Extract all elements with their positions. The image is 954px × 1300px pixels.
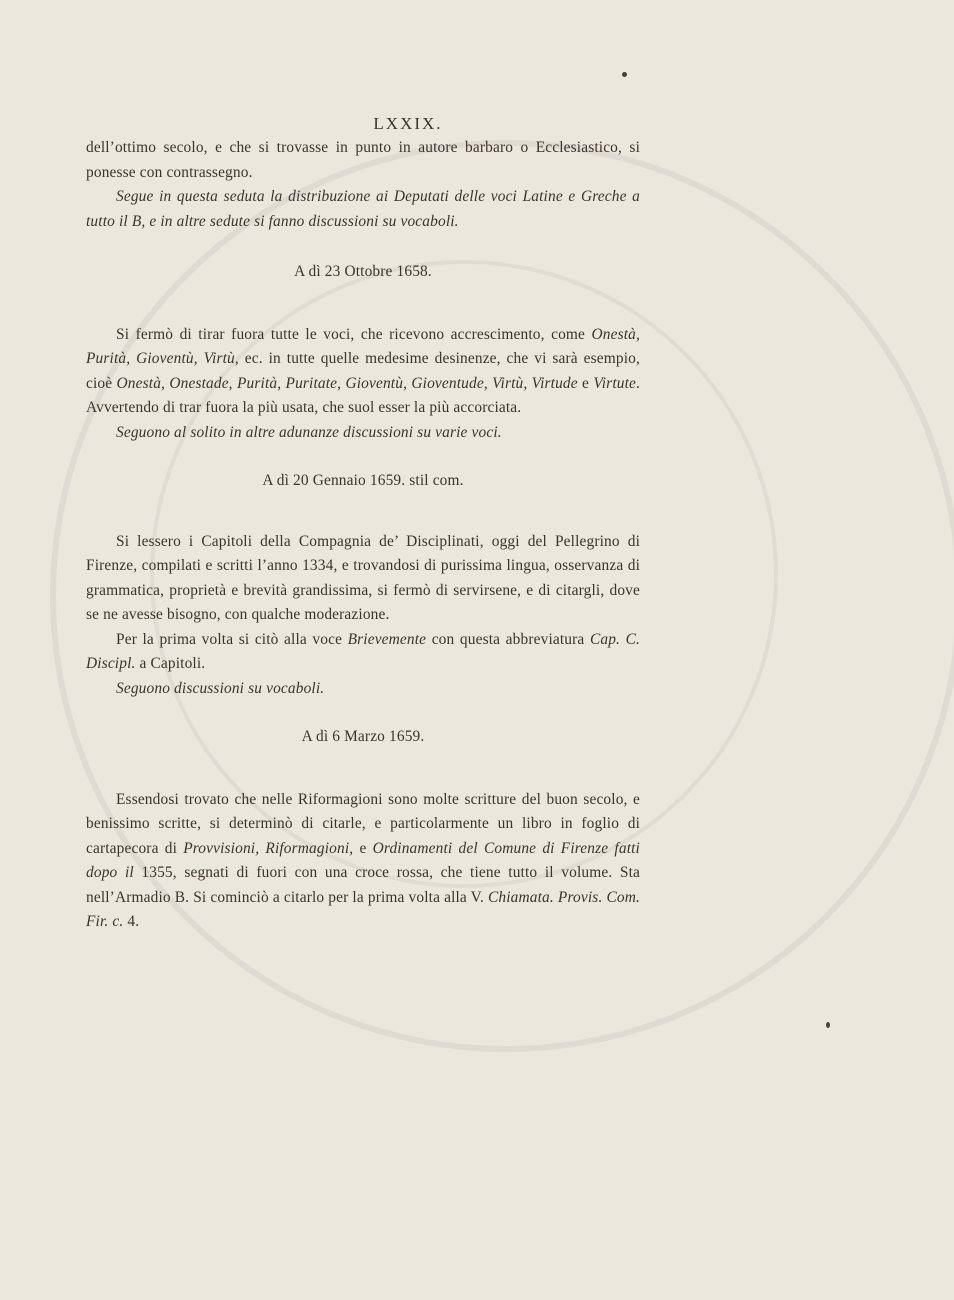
date-heading: A dì 20 Gennaio 1659. stil com. [262, 472, 464, 489]
ink-spot [622, 72, 627, 77]
page-number: LXXIX. [373, 114, 443, 133]
page-text [86, 112, 640, 935]
paragraph-note: Seguono al solito in altre adunanze discussioni su varie voci. [116, 423, 502, 441]
paragraph-entry: Per la prima volta si citò alla voce Brievemente con questa abbreviatura Cap. C. Discipl. a Capitoli. [86, 630, 640, 672]
paragraph-continuation: dell’ottimo secolo, e che si trovasse in punto in autore barbaro o Ecclesiastico, si ponesse con contrassegno. [86, 139, 640, 181]
paragraph-note: Seguono discussioni su vocaboli. [116, 679, 325, 697]
paragraph-entry: Si lessero i Capitoli della Compagnia de’ Disciplinati, oggi del Pellegrino di Firenze, compilati e scritti l’anno 1334, e trovandosi di purissima lingua, osservanza di grammatica, proprietà e brevità grandissima, si fermò di servirsene, e di citargli, dove se ne avesse bisogno, con qualche moderazione. [86, 532, 640, 623]
paragraph-entry: Essendosi trovato che nelle Riformagioni sono molte scritture del buon secolo, e benissimo scritte, si determinò di citarle, e particolarmente un libro in foglio di cartapecora di Provvisioni, Riformagioni, e Ordinamenti del Comune di Firenze fatti dopo il 1355, segnati di fuori con una croce rossa, che tiene tutto il volume. Sta nell’Armadio B. Si cominciò a citarlo per la prima volta alla V. Chiamata. Provis. Com. Fir. c. 4. [86, 790, 640, 930]
paragraph-entry: Si fermò di tirar fuora tutte le voci, che ricevono accrescimento, come Onestà, Purità, Gioventù, Virtù, ec. in tutte quelle medesime desinenze, che vi sarà esempio, cioè Onestà, Onestade, Purità, Puritate, Gioventù, Gioventude, Virtù, Virtude e Virtute. Avvertendo di trar fuora la più usata, che suol esser la più accorciata. [86, 325, 640, 416]
ink-spot [826, 1022, 830, 1028]
paragraph-note: Segue in questa seduta la distribuzione ai Deputati delle voci Latine e Greche a tutto il B, e in altre sedute si fanno discussioni su vocaboli. [86, 188, 640, 230]
date-heading: A dì 6 Marzo 1659. [301, 728, 425, 745]
date-heading: A dì 23 Ottobre 1658. [294, 263, 432, 280]
